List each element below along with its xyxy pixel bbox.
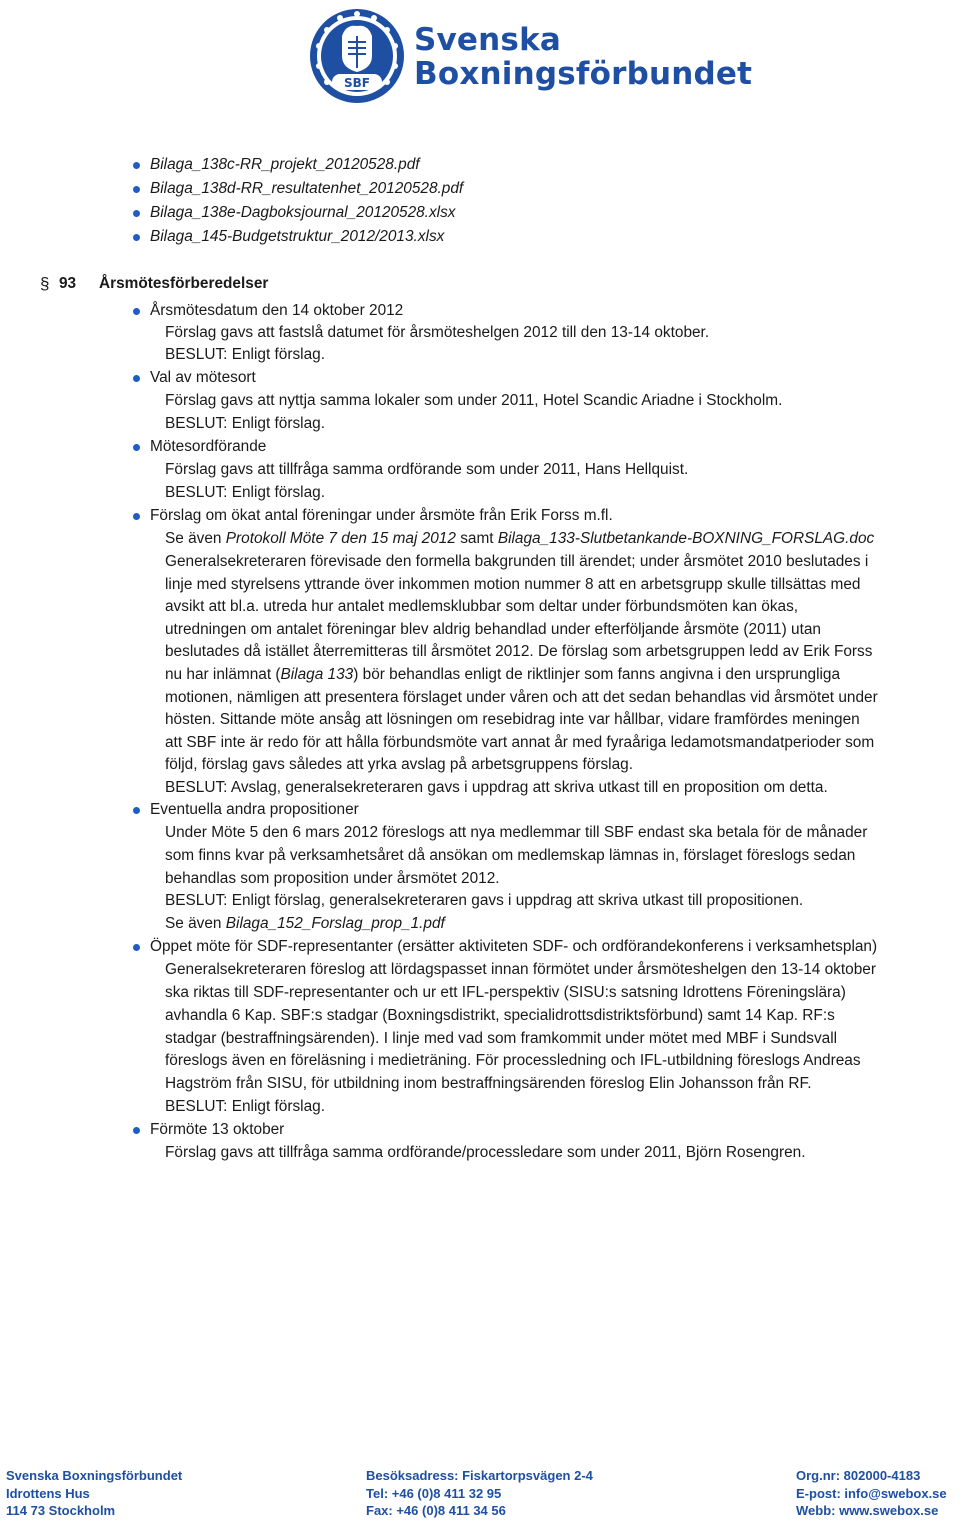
item-title: Årsmötesdatum den 14 oktober 2012 (150, 302, 404, 319)
item-text: Förslag gavs att tillfråga samma ordförande som under 2011, Hans Hellquist. (165, 461, 689, 478)
paragraph-line: avhandla 6 Kap. SBF:s stadgar (Boxningsdistrikt, specialidrottsdistriktsförbund) samt 14 Kap. RF:s (165, 1007, 835, 1024)
decision-text: BESLUT: Enligt förslag. (165, 1098, 325, 1115)
footer-email-link[interactable]: E-post: info@swebox.se (796, 1486, 947, 1501)
paragraph-line: stadgar (bestraffningsärenden). I linje med vad som framkommit under mötet med MBF i Sundsvall (165, 1030, 838, 1047)
item-title: Förmöte 13 oktober (150, 1121, 285, 1138)
paragraph-line: beslutades då istället återremitteras till årsmötet 2012. De förslag som arbetsgruppen ledd av Erik Forss (165, 643, 873, 660)
section-title: Årsmötesförberedelser (99, 275, 269, 292)
document-reference: Bilaga_152_Forslag_prop_1.pdf (225, 915, 445, 932)
item-title: Mötesordförande (150, 438, 267, 455)
attachment-item: Bilaga_145-Budgetstruktur_2012/2013.xlsx (150, 228, 445, 245)
footer-org-number: Org.nr: 802000-4183 (796, 1468, 921, 1483)
attachment-item: Bilaga_138d-RR_resultatenhet_20120528.pdf (150, 180, 464, 197)
item-title: Eventuella andra propositioner (150, 801, 359, 818)
paragraph-fragment: ) bör behandlas enligt de riktlinjer som fanns angivna i den ursprungliga (353, 666, 841, 683)
see-also-join: samt (455, 530, 498, 547)
item-text: Förslag gavs att nyttja samma lokaler som under 2011, Hotel Scandic Ariadne i Stockholm. (165, 392, 783, 409)
document-reference: Bilaga 133 (280, 666, 354, 683)
paragraph-line: hösten. Sittande möte ansåg att lösningen om resebidrag inte var hållbar, vidare framfördes meningen (165, 711, 860, 728)
paragraph-fragment: nu har inlämnat ( (165, 666, 281, 683)
see-also-line (165, 914, 445, 934)
section-number: 93 (59, 275, 77, 292)
section-symbol: § (40, 274, 50, 293)
attachment-item: Bilaga_138c-RR_projekt_20120528.pdf (150, 156, 420, 173)
footer-visit-address: Besöksadress: Fiskartorpsvägen 2-4 (366, 1468, 593, 1483)
bullet-icon (133, 513, 140, 520)
see-also-prefix: Se även (165, 530, 226, 547)
bullet-icon (133, 375, 140, 382)
item-text: Förslag gavs att fastslå datumet för årsmöteshelgen 2012 till den 13-14 oktober. (165, 324, 710, 341)
bullet-icon (133, 210, 140, 217)
item-text: Förslag gavs att tillfråga samma ordförande/processledare som under 2011, Björn Rosengren. (165, 1144, 806, 1161)
org-name-line2: Boxningsförbundet (414, 56, 753, 92)
footer-address-line: Idrottens Hus (6, 1486, 90, 1501)
paragraph-line: Under Möte 5 den 6 mars 2012 föreslogs att nya medlemmar till SBF endast ska betala för de månader (165, 824, 868, 841)
item-title: Förslag om ökat antal föreningar under årsmöte från Erik Forss m.fl. (150, 507, 613, 524)
bullet-icon (133, 162, 140, 169)
paragraph-line: följd, förslag gavs således att yrka avslag på arbetsgruppens förslag. (165, 756, 633, 773)
bullet-icon (133, 444, 140, 451)
paragraph-line: Generalsekreteraren föreslog att lördagspasset innan förmötet under årsmöteshelgen den 13-14 oktober (165, 961, 876, 978)
decision-label: BESLUT: (165, 1098, 228, 1115)
decision-text: BESLUT: Avslag, generalsekreteraren gavs i uppdrag att skriva utkast till en proposition om detta. (165, 779, 828, 796)
decision-label: BESLUT: (165, 415, 228, 432)
attachment-item: Bilaga_138e-Dagboksjournal_20120528.xlsx (150, 204, 456, 221)
org-name-line1: Svenska (414, 22, 562, 58)
sbf-seal-logo-icon (302, 6, 412, 106)
decision-label: BESLUT: (165, 892, 228, 909)
see-also-prefix: Se även (165, 915, 226, 932)
bullet-icon (133, 807, 140, 814)
document-reference: Protokoll Möte 7 den 15 maj 2012 (225, 530, 456, 547)
bullet-icon (133, 1127, 140, 1134)
see-also-line (165, 529, 874, 549)
item-title: Öppet möte för SDF-representanter (ersätter aktiviteten SDF- och ordförandekonferens i verksamhetsplan) (150, 938, 878, 955)
footer-org-name: Svenska Boxningsförbundet (6, 1468, 183, 1483)
decision-label: BESLUT: (165, 484, 228, 501)
paragraph-line: behandlas som proposition under årsmötet 2012. (165, 870, 500, 887)
paragraph-line: föreslogs även en föreläsning i medieträning. För processledning och IFL-utbildning föreslogs Andreas (165, 1052, 861, 1069)
footer-website-link[interactable]: Webb: www.swebox.se (796, 1503, 939, 1518)
paragraph-line: utredningen om antalet föreningar blev aldrig behandlad under efterföljande årsmöte (2011) utan (165, 621, 821, 638)
paragraph-line: motionen, nämligen att presentera förslaget under våren och att det sedan behandlas vid årsmötet under (165, 689, 878, 706)
decision-label: BESLUT: (165, 779, 228, 796)
paragraph-line (165, 665, 840, 685)
paragraph-line: som finns kvar på verksamhetsåret då ansökan om medlemskap lämnas in, förslaget föreslogs sedan (165, 847, 856, 864)
footer-phone: Tel: +46 (0)8 411 32 95 (366, 1486, 502, 1501)
paragraph-line: Hagström från SISU, för utbildning inom bestraffningsärenden föreslog Elin Johansson från RF. (165, 1075, 812, 1092)
paragraph-line: Generalsekreteraren förevisade den formella bakgrunden till ärendet; under årsmötet 2010 beslutades i (165, 553, 869, 570)
footer-fax: Fax: +46 (0)8 411 34 56 (366, 1503, 506, 1518)
bullet-icon (133, 186, 140, 193)
decision-text: BESLUT: Enligt förslag, generalsekreteraren gavs i uppdrag att skriva utkast till propositionen. (165, 892, 804, 909)
seal-text: SBF (344, 76, 370, 90)
decision-text: BESLUT: Enligt förslag. (165, 484, 325, 501)
bullet-icon (133, 234, 140, 241)
bullet-icon (133, 944, 140, 951)
decision-text: BESLUT: Enligt förslag. (165, 415, 325, 432)
paragraph-line: att SBF inte är redo för att hålla förbundsmöte vart annat år med fyraåriga ledamotsmandatperioder som (165, 734, 875, 751)
decision-text: BESLUT: Enligt förslag. (165, 346, 325, 363)
footer-postal-line: 114 73 Stockholm (6, 1503, 116, 1518)
paragraph-line: avsikt att bl.a. utreda hur antalet medlemsklubbar som deltar under förbundsmöten kan ökas, (165, 598, 799, 615)
document-reference: Bilaga_133-Slutbetankande-BOXNING_FORSLAG.doc (497, 530, 875, 547)
decision-label: BESLUT: (165, 346, 228, 363)
item-title: Val av mötesort (150, 369, 256, 386)
bullet-icon (133, 308, 140, 315)
paragraph-line: ska riktas till SDF-representanter och ur ett IFL-perspektiv (SISU:s satsning Idrottens Föreningslära) (165, 984, 846, 1001)
paragraph-line: linje med styrelsens yttrande över inkommen motion nummer 8 att en arbetsgrupp skulle tillsättas med (165, 576, 861, 593)
